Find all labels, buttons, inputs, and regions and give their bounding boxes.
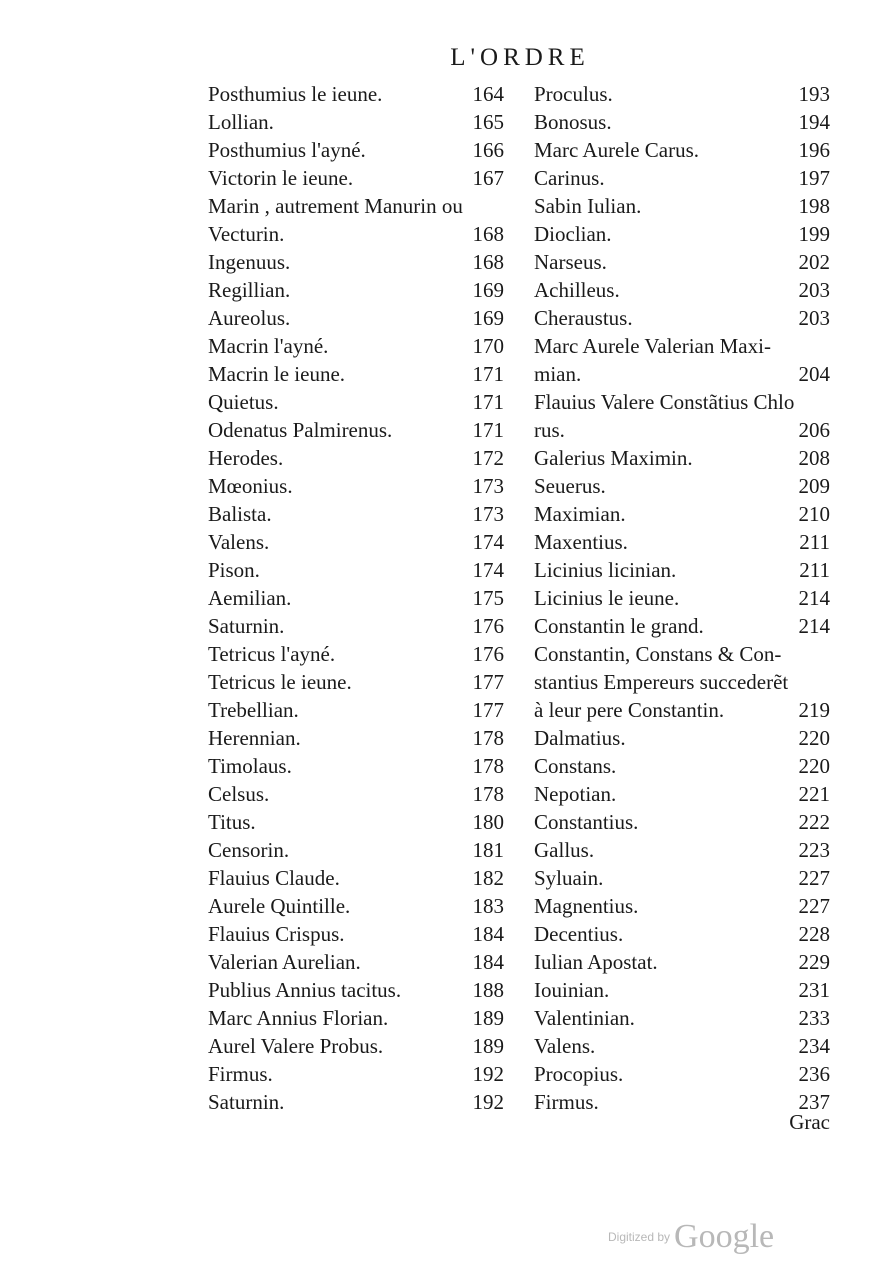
- google-logo: Google: [674, 1218, 775, 1255]
- index-entry: [208, 836, 504, 864]
- entry-name: Odenatus Palmirenus.: [208, 418, 393, 442]
- entry-name: Aurel Valere Probus.: [208, 1034, 384, 1058]
- index-entry: [208, 584, 504, 612]
- entry-page: 233: [798, 1006, 830, 1030]
- entry-page: 184: [472, 922, 504, 946]
- index-entry: [534, 416, 830, 444]
- index-entry: [534, 164, 830, 192]
- index-entry: [534, 864, 830, 892]
- index-entry: [208, 752, 504, 780]
- entry-name: Flauius Valere Constãtius Chlo: [534, 390, 795, 414]
- index-entry: [208, 1088, 504, 1116]
- entry-page: 174: [472, 558, 504, 582]
- watermark-prefix: Digitized by: [608, 1230, 671, 1244]
- entry-page: 220: [798, 726, 830, 750]
- entry-page: 221: [798, 782, 830, 806]
- entry-page: 182: [472, 866, 504, 890]
- entry-page: 214: [798, 586, 830, 610]
- index-entry: [208, 108, 504, 136]
- entry-name: Valentinian.: [534, 1006, 635, 1030]
- index-entry: [208, 920, 504, 948]
- entry-page: 181: [472, 838, 504, 862]
- entry-page: 175: [472, 586, 504, 610]
- entry-page: 204: [798, 362, 830, 386]
- index-entry: [534, 1004, 830, 1032]
- entry-page: 167: [472, 166, 504, 190]
- entry-page: 176: [472, 642, 504, 666]
- entry-page: 164: [472, 82, 504, 106]
- index-entry: [208, 948, 504, 976]
- entry-name: Nepotian.: [534, 782, 617, 806]
- entry-page: 209: [798, 474, 830, 498]
- index-entry: [534, 500, 830, 528]
- index-entry: [208, 360, 504, 388]
- entry-name: Valerian Aurelian.: [208, 950, 361, 974]
- entry-name: Marc Annius Florian.: [208, 1006, 389, 1030]
- entry-name: Constantius.: [534, 810, 639, 834]
- index-entry: [208, 80, 504, 108]
- index-entry: [208, 1004, 504, 1032]
- entry-name: Licinius licinian.: [534, 558, 677, 582]
- entry-page: 211: [799, 530, 830, 554]
- index-entry: [534, 808, 830, 836]
- entry-page: 227: [798, 894, 830, 918]
- entry-page: 227: [798, 866, 830, 890]
- entry-page: 165: [472, 110, 504, 134]
- entry-page: 222: [798, 810, 830, 834]
- entry-name: Macrin l'ayné.: [208, 334, 329, 358]
- index-entry: [208, 1032, 504, 1060]
- entry-page: 174: [472, 530, 504, 554]
- entry-name: Marc Aurele Carus.: [534, 138, 700, 162]
- entry-name: Balista.: [208, 502, 272, 526]
- index-entry: [208, 220, 504, 248]
- entry-page: 198: [798, 194, 830, 218]
- entry-name: Victorin le ieune.: [208, 166, 354, 190]
- index-entry: [208, 416, 504, 444]
- entry-name: Bonosus.: [534, 110, 612, 134]
- index-entry: [534, 640, 830, 668]
- entry-name: Iouinian.: [534, 978, 610, 1002]
- index-entry: [208, 864, 504, 892]
- index-entry: [208, 332, 504, 360]
- entry-page: 229: [798, 950, 830, 974]
- entry-name: Vecturin.: [208, 222, 285, 246]
- index-entry: [208, 696, 504, 724]
- entry-name: Constantin le grand.: [534, 614, 704, 638]
- entry-page: 193: [798, 82, 830, 106]
- index-entry: [534, 780, 830, 808]
- index-entry: [534, 752, 830, 780]
- index-entry: [534, 192, 830, 220]
- index-entry: [208, 640, 504, 668]
- index-entry: [534, 584, 830, 612]
- entry-page: 228: [798, 922, 830, 946]
- entry-page: 171: [472, 362, 504, 386]
- index-entry: [534, 948, 830, 976]
- entry-page: 236: [798, 1062, 830, 1086]
- index-entry: [534, 80, 830, 108]
- entry-page: 231: [798, 978, 830, 1002]
- page-header: L'ORDRE: [450, 44, 590, 71]
- index-entry: [208, 304, 504, 332]
- index-entry: [534, 332, 830, 360]
- index-entry: [534, 1032, 830, 1060]
- index-entry: [208, 724, 504, 752]
- entry-name: Narseus.: [534, 250, 607, 274]
- entry-page: 208: [798, 446, 830, 470]
- entry-page: 180: [472, 810, 504, 834]
- index-entry: [534, 108, 830, 136]
- index-entry: [534, 556, 830, 584]
- entry-name: Marin , autrement Manurin ou: [208, 194, 463, 218]
- entry-page: 173: [472, 502, 504, 526]
- entry-page: 210: [798, 502, 830, 526]
- index-entry: [534, 248, 830, 276]
- entry-name: Pison.: [208, 558, 260, 582]
- index-entry: [534, 920, 830, 948]
- index-entry: [534, 528, 830, 556]
- index-entry: [534, 444, 830, 472]
- entry-name: stantius Empereurs succederẽt: [534, 670, 789, 694]
- index-entry: [534, 276, 830, 304]
- entry-name: Syluain.: [534, 866, 604, 890]
- index-entry: [208, 612, 504, 640]
- entry-name: Procopius.: [534, 1062, 624, 1086]
- entry-name: Valens.: [208, 530, 270, 554]
- entry-page: 166: [472, 138, 504, 162]
- index-entry: [208, 136, 504, 164]
- entry-page: 169: [472, 306, 504, 330]
- index-entry: [534, 472, 830, 500]
- entry-name: Valens.: [534, 1034, 596, 1058]
- entry-page: 170: [472, 334, 504, 358]
- entry-name: Marc Aurele Valerian Maxi-: [534, 334, 771, 358]
- entry-name: Tetricus le ieune.: [208, 670, 352, 694]
- entry-page: 177: [472, 698, 504, 722]
- entry-name: Constans.: [534, 754, 617, 778]
- entry-page: 189: [472, 1034, 504, 1058]
- entry-page: 178: [472, 782, 504, 806]
- entry-name: Flauius Crispus.: [208, 922, 345, 946]
- entry-name: Dioclian.: [534, 222, 612, 246]
- entry-page: 211: [799, 558, 830, 582]
- entry-name: Carinus.: [534, 166, 605, 190]
- index-entry: [208, 248, 504, 276]
- index-entry: [534, 304, 830, 332]
- left-column: [208, 80, 504, 1116]
- entry-name: Timolaus.: [208, 754, 292, 778]
- entry-name: Achilleus.: [534, 278, 620, 302]
- index-entry: [208, 1060, 504, 1088]
- entry-page: 178: [472, 754, 504, 778]
- entry-page: 203: [798, 278, 830, 302]
- index-entry: [208, 276, 504, 304]
- entry-page: 172: [472, 446, 504, 470]
- entry-name: Censorin.: [208, 838, 290, 862]
- entry-page: 171: [472, 390, 504, 414]
- entry-name: Herodes.: [208, 446, 284, 470]
- entry-page: 237: [798, 1090, 830, 1114]
- entry-page: 183: [472, 894, 504, 918]
- entry-name: Maxentius.: [534, 530, 628, 554]
- entry-name: Decentius.: [534, 922, 624, 946]
- entry-name: Tetricus l'ayné.: [208, 642, 336, 666]
- entry-name: Trebellian.: [208, 698, 299, 722]
- entry-name: Saturnin.: [208, 614, 285, 638]
- entry-page: 202: [798, 250, 830, 274]
- index-entry: [534, 136, 830, 164]
- entry-page: 194: [798, 110, 830, 134]
- entry-name: Gallus.: [534, 838, 595, 862]
- entry-page: 168: [472, 222, 504, 246]
- entry-name: Quietus.: [208, 390, 279, 414]
- entry-name: rus.: [534, 418, 565, 442]
- entry-name: Lollian.: [208, 110, 274, 134]
- entry-name: Posthumius le ieune.: [208, 82, 383, 106]
- entry-name: Cheraustus.: [534, 306, 633, 330]
- entry-name: Licinius le ieune.: [534, 586, 680, 610]
- entry-name: mian.: [534, 362, 582, 386]
- index-entry: [534, 836, 830, 864]
- entry-name: Iulian Apostat.: [534, 950, 658, 974]
- entry-page: 176: [472, 614, 504, 638]
- entry-name: Aureolus.: [208, 306, 291, 330]
- index-entry: [534, 892, 830, 920]
- entry-page: 173: [472, 474, 504, 498]
- entry-page: 220: [798, 754, 830, 778]
- index-entry: [534, 668, 830, 696]
- entry-name: Celsus.: [208, 782, 270, 806]
- entry-name: Saturnin.: [208, 1090, 285, 1114]
- index-entry: [208, 976, 504, 1004]
- index-entry: [534, 388, 830, 416]
- entry-name: Mœonius.: [208, 474, 293, 498]
- entry-page: 199: [798, 222, 830, 246]
- entry-page: 219: [798, 698, 830, 722]
- entry-name: Dalmatius.: [534, 726, 626, 750]
- entry-page: 188: [472, 978, 504, 1002]
- entry-name: Regillian.: [208, 278, 291, 302]
- index-entry: [208, 892, 504, 920]
- entry-page: 234: [798, 1034, 830, 1058]
- entry-page: 171: [472, 418, 504, 442]
- entry-name: Magnentius.: [534, 894, 639, 918]
- index-entry: [208, 500, 504, 528]
- index-entry: [534, 1060, 830, 1088]
- index-entry: [534, 612, 830, 640]
- entry-name: Herennian.: [208, 726, 301, 750]
- entry-page: 206: [798, 418, 830, 442]
- index-entry: [208, 444, 504, 472]
- entry-name: Firmus.: [208, 1062, 273, 1086]
- index-entry: [208, 472, 504, 500]
- index-entry: [208, 164, 504, 192]
- digitized-watermark: [608, 1218, 798, 1258]
- entry-page: 223: [798, 838, 830, 862]
- entry-name: Publius Annius tacitus.: [208, 978, 402, 1002]
- entry-page: 214: [798, 614, 830, 638]
- entry-name: Flauius Claude.: [208, 866, 340, 890]
- entry-page: 192: [472, 1062, 504, 1086]
- index-entry: [534, 696, 830, 724]
- index-entry: [208, 556, 504, 584]
- entry-name: Constantin, Constans & Con-: [534, 642, 782, 666]
- entry-name: Titus.: [208, 810, 256, 834]
- catchword: Grac: [789, 1110, 830, 1134]
- index-entry: [534, 220, 830, 248]
- index-entry: [208, 668, 504, 696]
- entry-page: 177: [472, 670, 504, 694]
- index-entry: [534, 360, 830, 388]
- entry-name: Sabin Iulian.: [534, 194, 642, 218]
- entry-name: Aemilian.: [208, 586, 292, 610]
- entry-name: Posthumius l'ayné.: [208, 138, 366, 162]
- entry-name: Aurele Quintille.: [208, 894, 351, 918]
- entry-page: 178: [472, 726, 504, 750]
- entry-name: Firmus.: [534, 1090, 599, 1114]
- entry-name: Ingenuus.: [208, 250, 291, 274]
- entry-name: Maximian.: [534, 502, 626, 526]
- entry-page: 189: [472, 1006, 504, 1030]
- right-column: [534, 80, 830, 1116]
- entry-name: Macrin le ieune.: [208, 362, 346, 386]
- entry-page: 196: [798, 138, 830, 162]
- entry-name: Seuerus.: [534, 474, 606, 498]
- entry-page: 203: [798, 306, 830, 330]
- index-entry: [208, 808, 504, 836]
- index-entry: [534, 976, 830, 1004]
- index-entry: [534, 724, 830, 752]
- entry-name: Proculus.: [534, 82, 613, 106]
- index-entry: [208, 388, 504, 416]
- entry-page: 197: [798, 166, 830, 190]
- entry-name: à leur pere Constantin.: [534, 698, 725, 722]
- entry-page: 168: [472, 250, 504, 274]
- index-entry: [208, 780, 504, 808]
- index-entry: [208, 528, 504, 556]
- entry-name: Galerius Maximin.: [534, 446, 693, 470]
- index-entry: [208, 192, 504, 220]
- entry-page: 184: [472, 950, 504, 974]
- entry-page: 169: [472, 278, 504, 302]
- entry-page: 192: [472, 1090, 504, 1114]
